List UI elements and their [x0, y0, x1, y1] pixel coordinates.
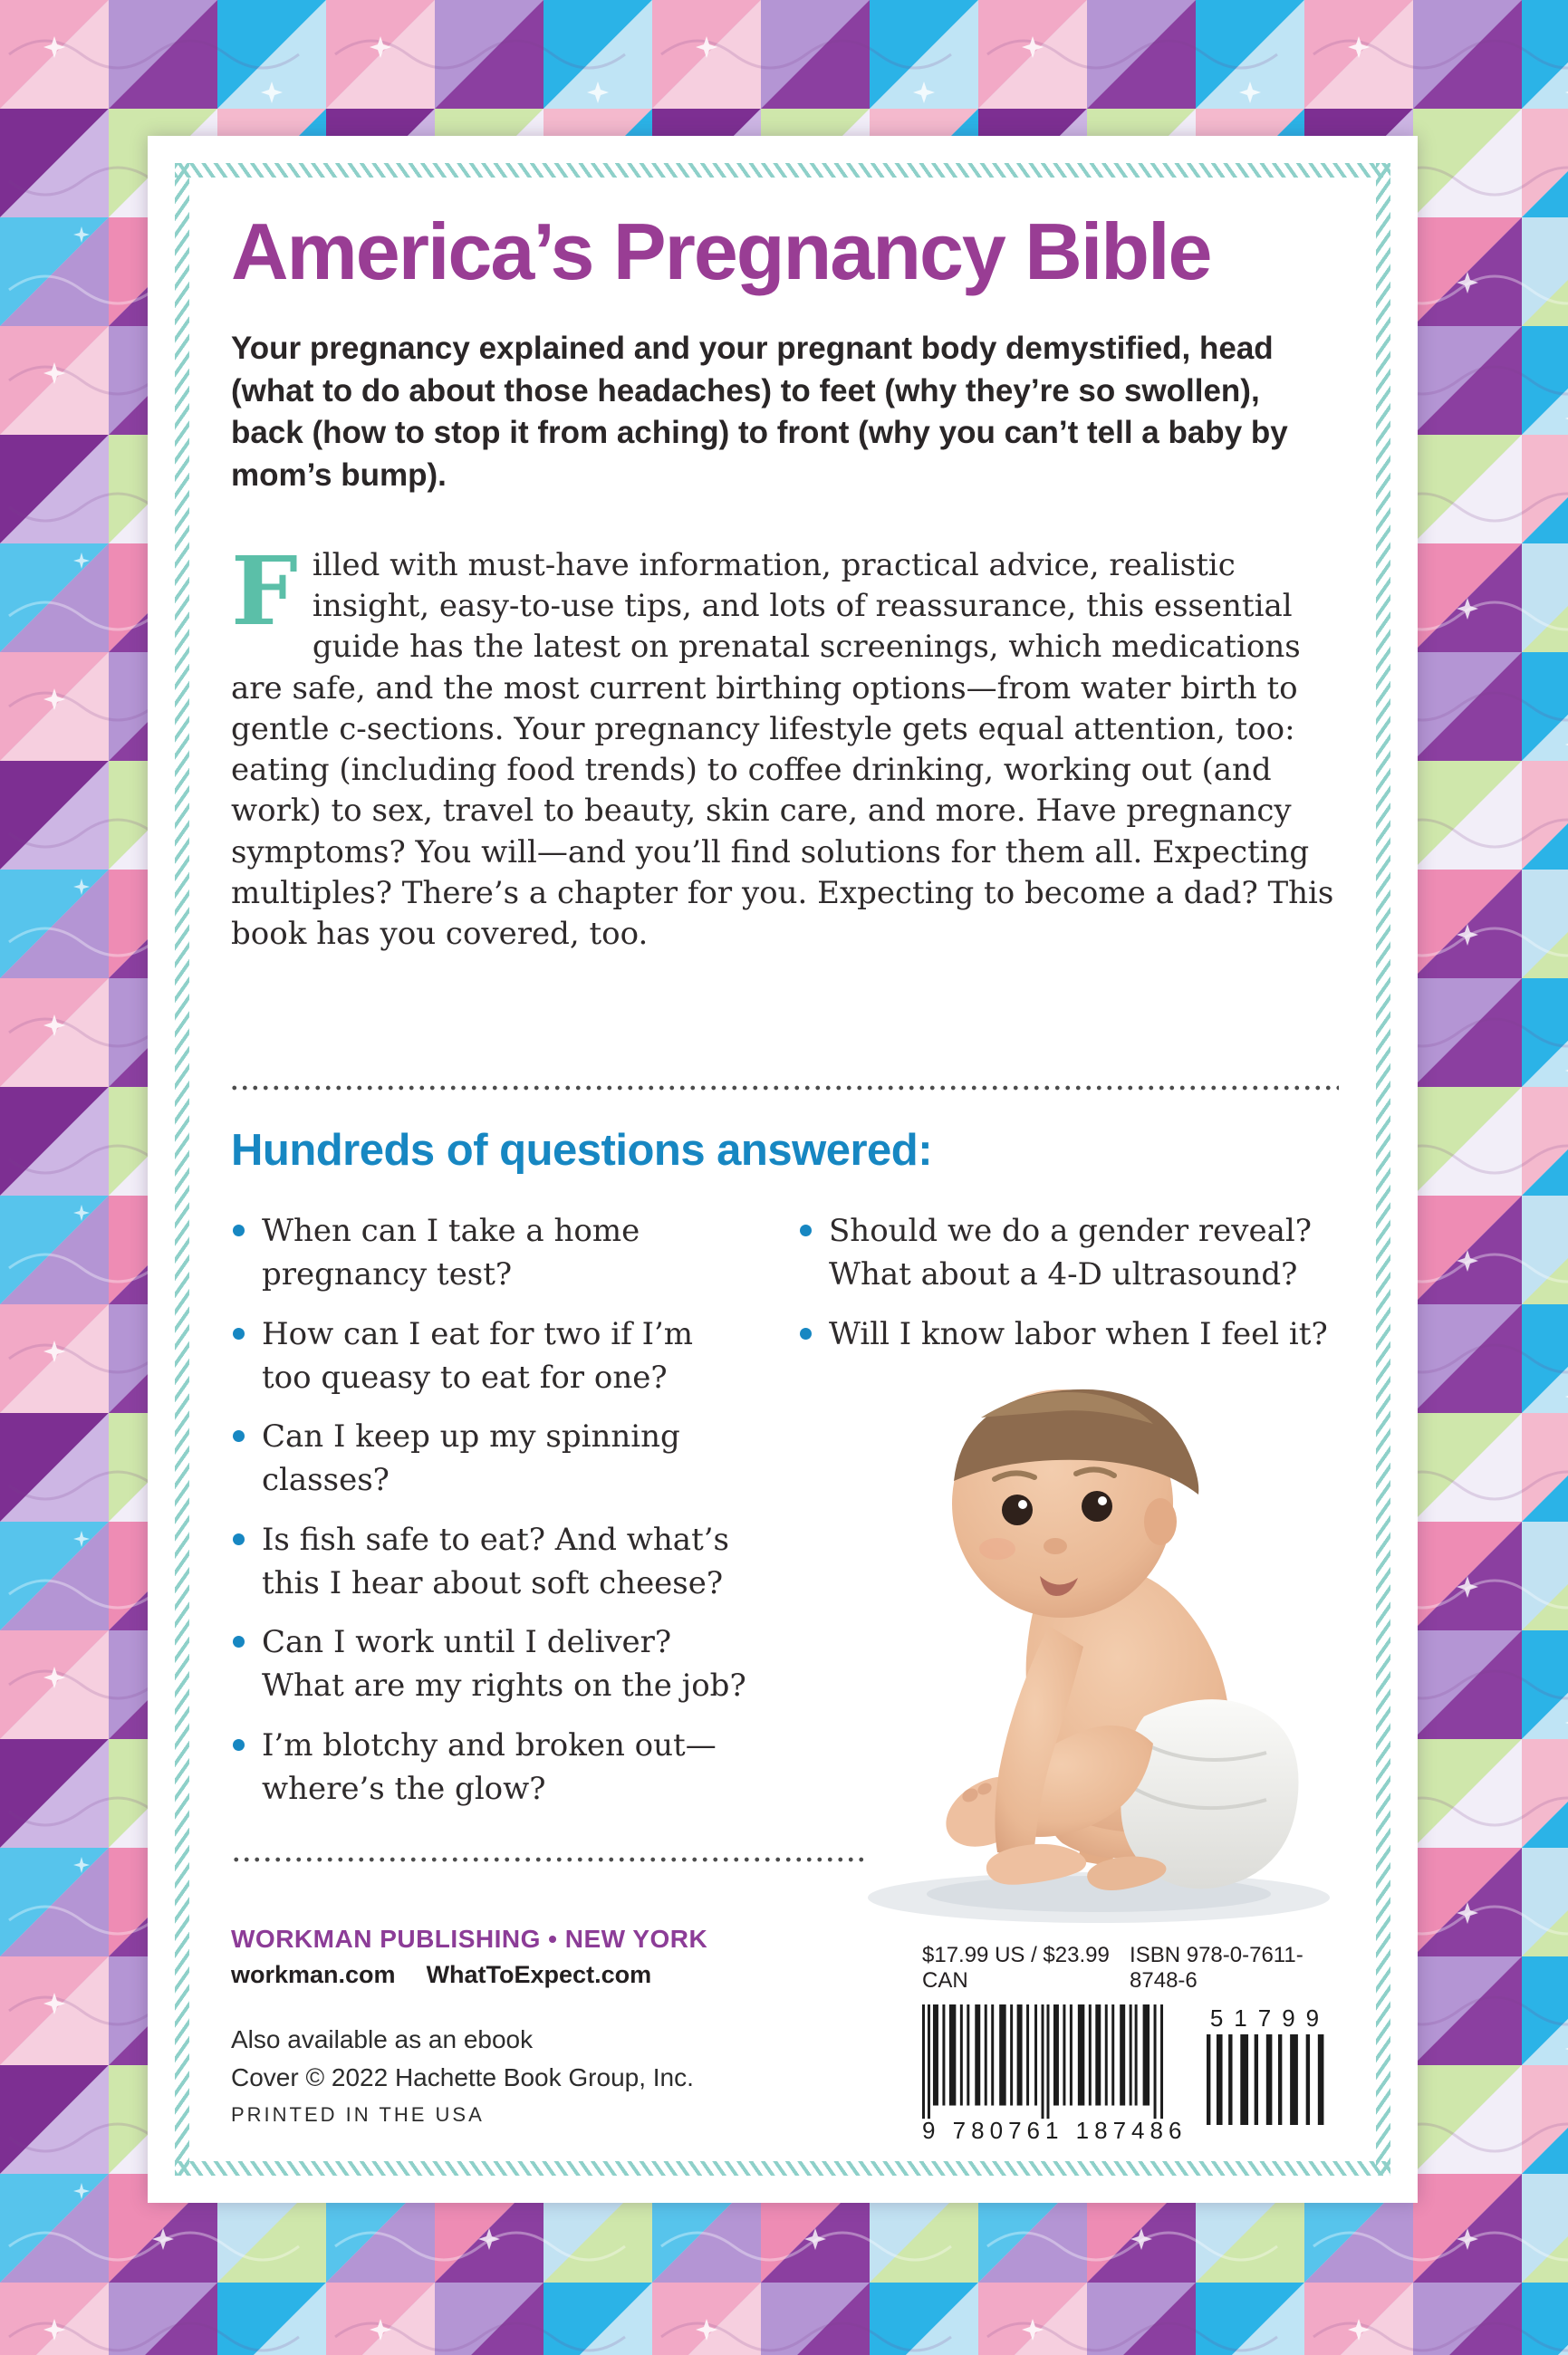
striped-border-left: [175, 163, 189, 2176]
bullet-icon: [233, 1533, 245, 1545]
ean-digits: 9 780761 187486: [922, 2117, 1188, 2144]
body-paragraph-text: illed with must-have information, practical advice, realistic insight, easy-to-use tips, and lots of reassurance, this essential guide has the latest on prenatal screenings, which medications are safe, and the most current birthing options—from water birth to gentle c-sections. Your pregnancy lifestyle gets equal attention, too: eating (including food trends) to coffee drinking, working out (and work) to sex, travel to beauty, skin care, and more. Have pregnancy symptoms? You will—and you’ll find solutions for them all. Expecting multiples? There’s a chapter for you. Expecting to become a dad? This book has you covered, too.: [231, 547, 1334, 952]
back-cover-panel: [148, 136, 1418, 2203]
question-item: [798, 1312, 1342, 1356]
bullet-icon: [800, 1225, 812, 1236]
questions-left-column: [231, 1209, 752, 1826]
question-text: Can I work until I deliver? What are my rights on the job?: [262, 1624, 746, 1705]
ebook-note: Also available as an ebook: [231, 2025, 534, 2053]
striped-border-bottom: [175, 2161, 1390, 2176]
isbn-label: ISBN 978-0-7611-8748-6: [1130, 1943, 1303, 1993]
dotted-divider-top: [229, 1085, 1339, 1091]
addon-digits: 51799: [1209, 2004, 1331, 2032]
price-addon-barcode: [1207, 2004, 1333, 2125]
question-item: [231, 1724, 752, 1812]
baby-photo: [845, 1354, 1366, 1934]
publisher-block: [231, 1925, 793, 2127]
question-text: Can I keep up my spinning classes?: [262, 1418, 680, 1499]
question-item: [798, 1209, 1342, 1297]
cover-headline: America’s Pregnancy Bible: [231, 207, 1211, 296]
publisher-website: workman.com: [231, 1961, 396, 1988]
retail-block: [922, 1943, 1339, 2145]
question-item: [231, 1312, 752, 1400]
bullet-icon: [233, 1739, 245, 1751]
dotted-divider-bottom: [231, 1857, 865, 1862]
question-text: Should we do a gender reveal? What about a 4-D ultrasound?: [829, 1213, 1312, 1293]
striped-border-top: [175, 163, 1390, 178]
drop-cap: F: [231, 535, 298, 647]
ean-barcode: [922, 2004, 1194, 2145]
publisher-imprint: WORKMAN PUBLISHING • NEW YORK: [231, 1925, 708, 1953]
bullet-icon: [233, 1430, 245, 1442]
question-item: [231, 1518, 752, 1606]
bullet-icon: [233, 1225, 245, 1236]
copyright-note: Cover © 2022 Hachette Book Group, Inc.: [231, 2063, 694, 2091]
question-text: Is fish safe to eat? And what’s this I hear about soft cheese?: [262, 1521, 729, 1601]
questions-right-column: [798, 1209, 1342, 1371]
question-text: I’m blotchy and broken out— where’s the glow?: [262, 1726, 717, 1807]
bullet-icon: [233, 1636, 245, 1648]
bullet-icon: [800, 1328, 812, 1340]
question-item: [231, 1415, 752, 1503]
price-label: $17.99 US / $23.99 CAN: [922, 1943, 1110, 1993]
question-text: How can I eat for two if I’m too queasy to eat for one?: [262, 1315, 694, 1396]
striped-border-right: [1376, 163, 1390, 2176]
bullet-icon: [233, 1328, 245, 1340]
question-item: [231, 1620, 752, 1708]
question-text: When can I take a home pregnancy test?: [262, 1213, 640, 1293]
intro-paragraph: Your pregnancy explained and your pregnant body demystified, head (what to do about those headaches) to feet (why they’re so swollen), back (how to stop it from aching) to front (why you can’t tell a baby by mom’s bump).: [231, 331, 1288, 493]
printed-note: PRINTED IN THE USA: [231, 2103, 485, 2126]
body-paragraph: [231, 535, 1338, 955]
questions-heading: Hundreds of questions answered:: [231, 1126, 933, 1175]
brand-website: WhatToExpect.com: [426, 1961, 652, 1988]
question-text: Will I know labor when I feel it?: [829, 1315, 1328, 1352]
question-item: [231, 1209, 752, 1297]
